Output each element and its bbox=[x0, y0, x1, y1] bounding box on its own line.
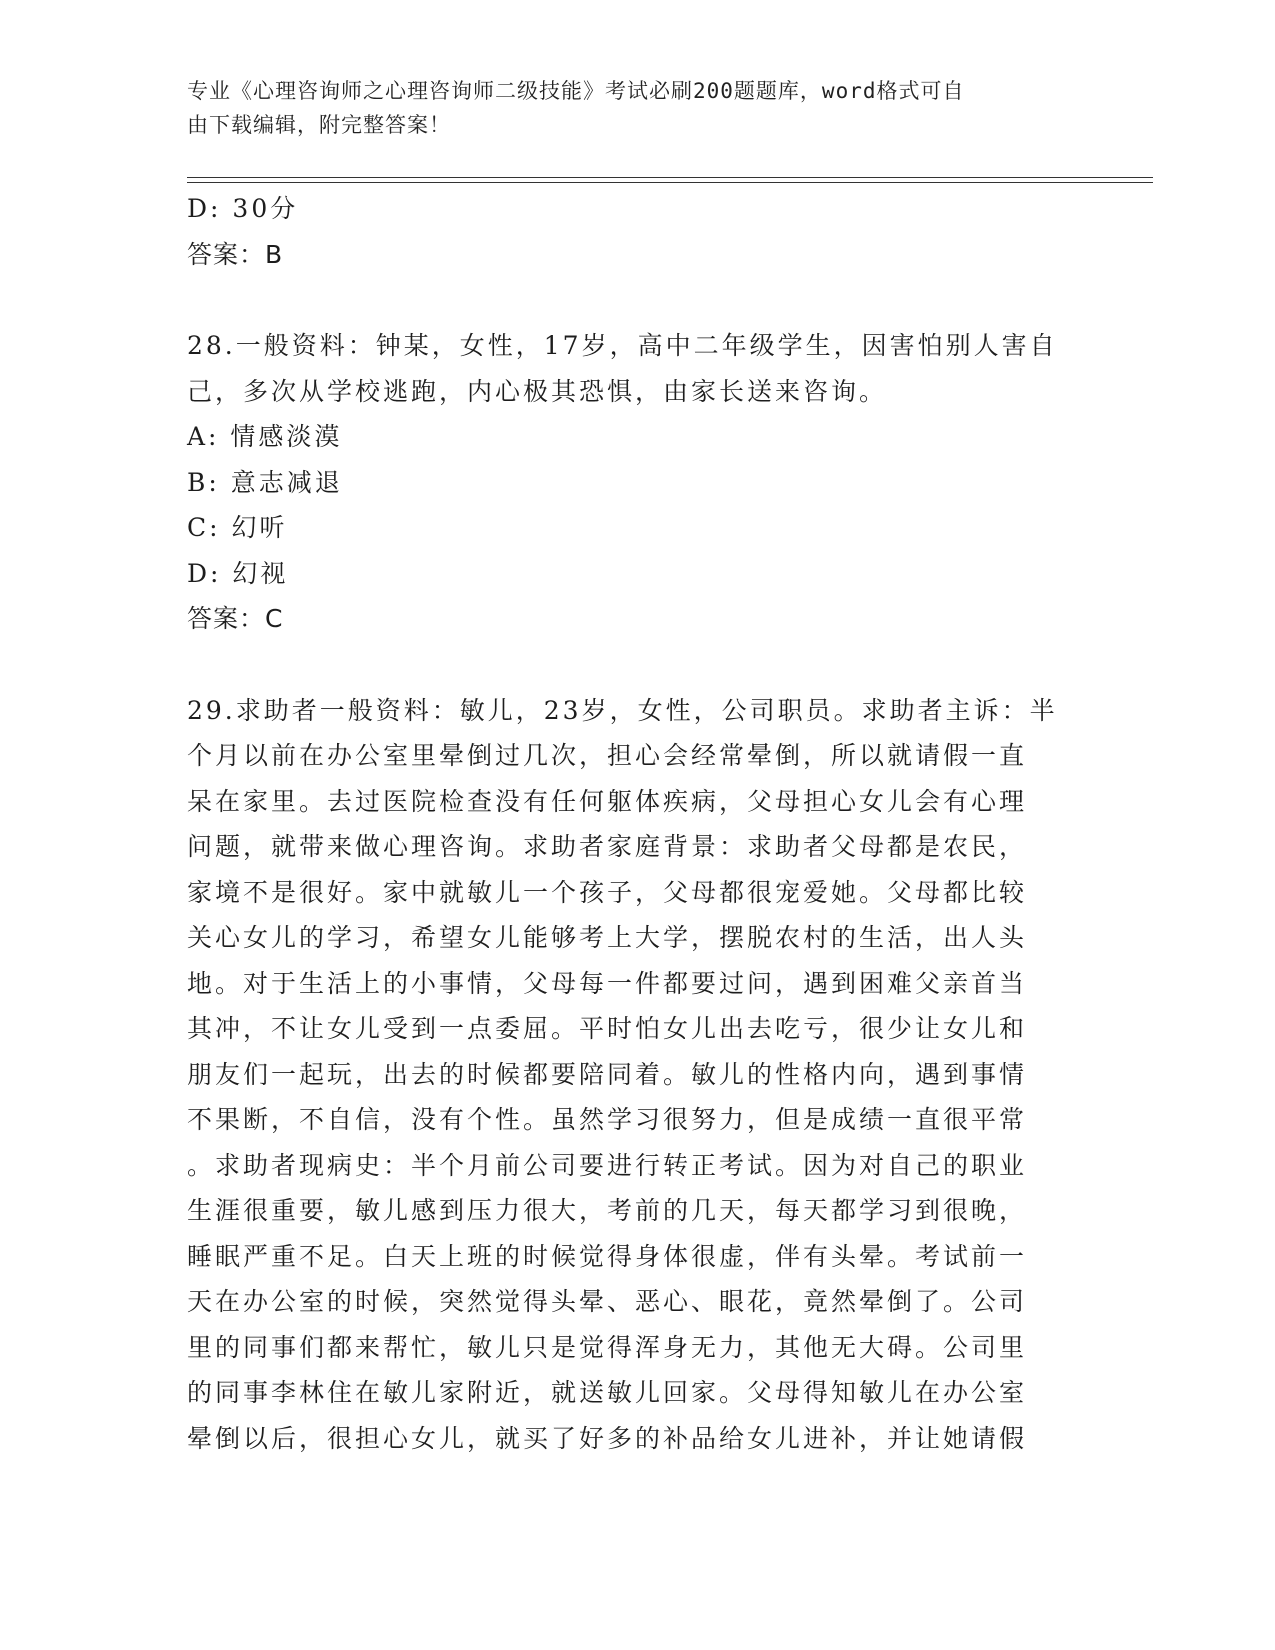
q28-stem-line-2: 己，多次从学校逃跑，内心极其恐惧，由家长送来咨询。 bbox=[187, 376, 888, 406]
q29-line: 家境不是很好。家中就敏儿一个孩子，父母都很宠爱她。父母都比较 bbox=[187, 877, 1028, 907]
q27-answer: 答案：B bbox=[187, 239, 284, 269]
q29-line: 不果断，不自信，没有个性。虽然学习很努力，但是成绩一直很平常 bbox=[187, 1105, 1028, 1134]
q29-line: 。求助者现病史：半个月前公司要进行转正考试。因为对自己的职业 bbox=[187, 1150, 1028, 1180]
document-body bbox=[187, 186, 1077, 1461]
q29-line: 关心女儿的学习，希望女儿能够考上大学，摆脱农村的生活，出人头 bbox=[187, 923, 1028, 952]
q29-line: 个月以前在办公室里晕倒过几次，担心会经常晕倒，所以就请假一直 bbox=[187, 741, 1028, 770]
q28-option-c: C: 幻听 bbox=[187, 513, 288, 542]
q29-line: 晕倒以后，很担心女儿，就买了好多的补品给女儿进补，并让她请假 bbox=[187, 1423, 1028, 1453]
q28-option-b: B: 意志减退 bbox=[187, 467, 343, 497]
header-line-1: 专业《心理咨询师之心理咨询师二级技能》考试必刷200题题库，word格式可自 bbox=[187, 79, 965, 103]
q28-stem-line-1: 28.一般资料：钟某，女性，17岁，高中二年级学生，因害怕别人害自 bbox=[187, 331, 1058, 360]
header-divider-bottom bbox=[187, 182, 1153, 183]
question-28 bbox=[187, 323, 1077, 642]
q29-line: 天在办公室的时候，突然觉得头晕、恶心、眼花，竟然晕倒了。公司 bbox=[187, 1287, 1028, 1316]
q29-line: 生涯很重要，敏儿感到压力很大，考前的几天，每天都学习到很晚， bbox=[187, 1196, 1028, 1225]
q29-line: 呆在家里。去过医院检查没有任何躯体疾病，父母担心女儿会有心理 bbox=[187, 786, 1028, 816]
header-divider-top bbox=[187, 177, 1153, 178]
q29-line: 睡眠严重不足。白天上班的时候觉得身体很虚，伴有头晕。考试前一 bbox=[187, 1241, 1028, 1271]
q29-line: 29.求助者一般资料：敏儿，23岁，女性，公司职员。求助者主诉：半 bbox=[187, 695, 1058, 725]
q29-line: 其冲，不让女儿受到一点委屈。平时怕女儿出去吃亏，很少让女儿和 bbox=[187, 1014, 1028, 1043]
question-27-tail bbox=[187, 186, 1077, 277]
page-header bbox=[187, 74, 1067, 142]
q28-answer: 答案：C bbox=[187, 604, 284, 633]
question-29 bbox=[187, 688, 1077, 1462]
q27-option-d: D: 30分 bbox=[187, 194, 299, 223]
q29-line: 里的同事们都来帮忙，敏儿只是觉得浑身无力，其他无大碍。公司里 bbox=[187, 1332, 1028, 1362]
q29-line: 的同事李林住在敏儿家附近，就送敏儿回家。父母得知敏儿在办公室 bbox=[187, 1378, 1028, 1407]
q29-line: 问题，就带来做心理咨询。求助者家庭背景：求助者父母都是农民， bbox=[187, 832, 1028, 861]
q28-option-d: D: 幻视 bbox=[187, 558, 289, 588]
q28-option-a: A: 情感淡漠 bbox=[187, 422, 343, 451]
header-line-2: 由下载编辑，附完整答案！ bbox=[187, 113, 451, 137]
q29-line: 朋友们一起玩，出去的时候都要陪同着。敏儿的性格内向，遇到事情 bbox=[187, 1059, 1028, 1089]
q29-line: 地。对于生活上的小事情，父母每一件都要过问，遇到困难父亲首当 bbox=[187, 968, 1028, 998]
